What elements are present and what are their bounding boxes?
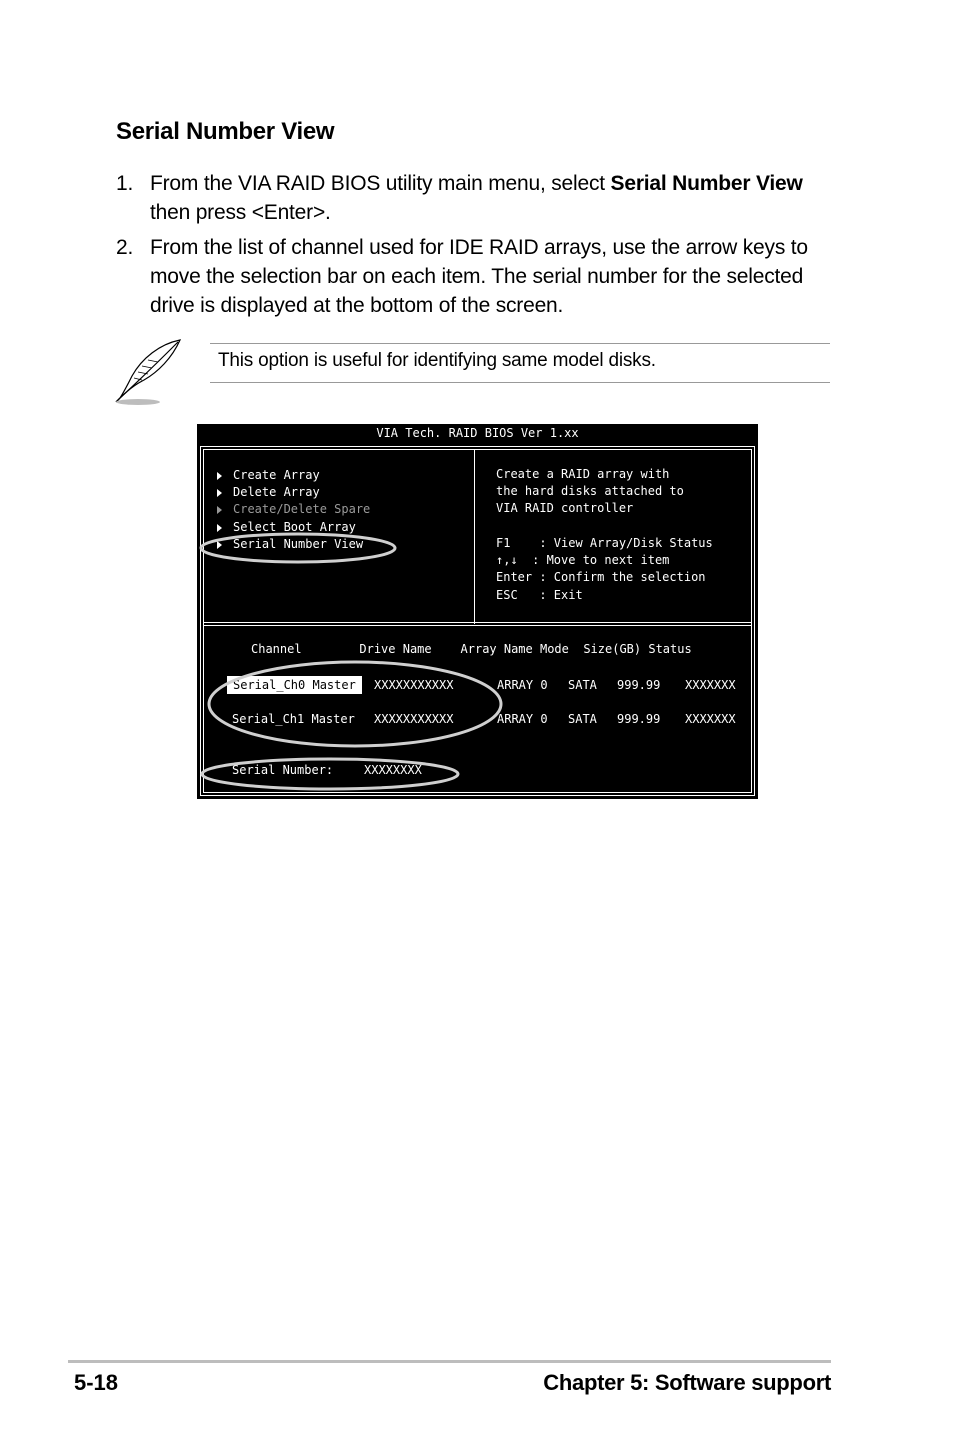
table-cell-drive: XXXXXXXXXXX	[374, 678, 454, 692]
bios-screen	[197, 424, 758, 799]
callout-serial-ellipse	[202, 759, 458, 789]
menu-item-delete-array[interactable]: Delete Array	[217, 485, 320, 499]
callout-highlights	[197, 424, 758, 799]
serial-number-value: XXXXXXXX	[364, 763, 422, 777]
menu-item-select-boot-array[interactable]: Select Boot Array	[217, 520, 356, 534]
help-line: ESC : Exit	[496, 588, 583, 602]
table-cell-drive: XXXXXXXXXXX	[374, 712, 454, 726]
step-2	[116, 233, 836, 323]
table-cell-status: XXXXXXX	[685, 712, 736, 726]
table-cell-mode: SATA	[568, 712, 597, 726]
table-cell-array: ARRAY 0	[497, 712, 548, 726]
page-number: 5-18	[74, 1370, 119, 1395]
help-line: F1 : View Array/Disk Status	[496, 536, 713, 550]
table-cell-size: 999.99	[617, 712, 661, 726]
step-text: From the VIA RAID BIOS utility main menu, select Serial Number View then press <Enter>.	[150, 172, 803, 224]
table-row-channel[interactable]: Serial_Ch1 Master	[232, 712, 355, 726]
help-line: Enter : Confirm the selection	[496, 570, 706, 584]
menu-option-name: Serial Number View	[610, 172, 803, 195]
footer-rule	[68, 1360, 831, 1363]
step-1	[116, 169, 836, 229]
chapter-title: Chapter 5: Software support	[543, 1370, 831, 1395]
note-text: This option is useful for identifying same model disks.	[218, 350, 656, 371]
feather-pen-icon	[112, 336, 184, 408]
help-line: Create a RAID array with	[496, 467, 670, 481]
menu-item-serial-number-view[interactable]: Serial Number View	[217, 537, 363, 551]
bios-title: VIA Tech. RAID BIOS Ver 1.xx	[376, 426, 579, 440]
help-line: ↑,↓ : Move to next item	[496, 553, 670, 567]
table-cell-size: 999.99	[617, 678, 661, 692]
step-text: From the list of channel used for IDE RAID arrays, use the arrow keys to move the selection bar on each item. The serial number for the selected drive is displayed at the bottom of the screen.	[150, 236, 808, 317]
serial-number-label: Serial Number:	[232, 763, 334, 777]
help-line: VIA RAID controller	[496, 501, 634, 515]
table-header: Channel Drive Name Array Name Mode Size(GB) Status	[251, 642, 692, 656]
section-title: Serial Number View	[116, 118, 335, 145]
callout-menu-ellipse	[201, 534, 395, 562]
step-number: 2.	[116, 236, 134, 259]
note-top-rule	[210, 343, 830, 344]
table-row-channel-selected[interactable]: Serial_Ch0 Master	[227, 678, 362, 692]
menu-item-create-delete-spare: Create/Delete Spare	[217, 502, 370, 516]
callout-channel-ellipse	[209, 662, 501, 746]
help-line: the hard disks attached to	[496, 484, 684, 498]
table-cell-array: ARRAY 0	[497, 678, 548, 692]
table-cell-mode: SATA	[568, 678, 597, 692]
menu-item-create-array[interactable]: Create Array	[217, 468, 320, 482]
table-cell-status: XXXXXXX	[685, 678, 736, 692]
note-bottom-rule	[210, 382, 830, 383]
step-number: 1.	[116, 172, 134, 195]
